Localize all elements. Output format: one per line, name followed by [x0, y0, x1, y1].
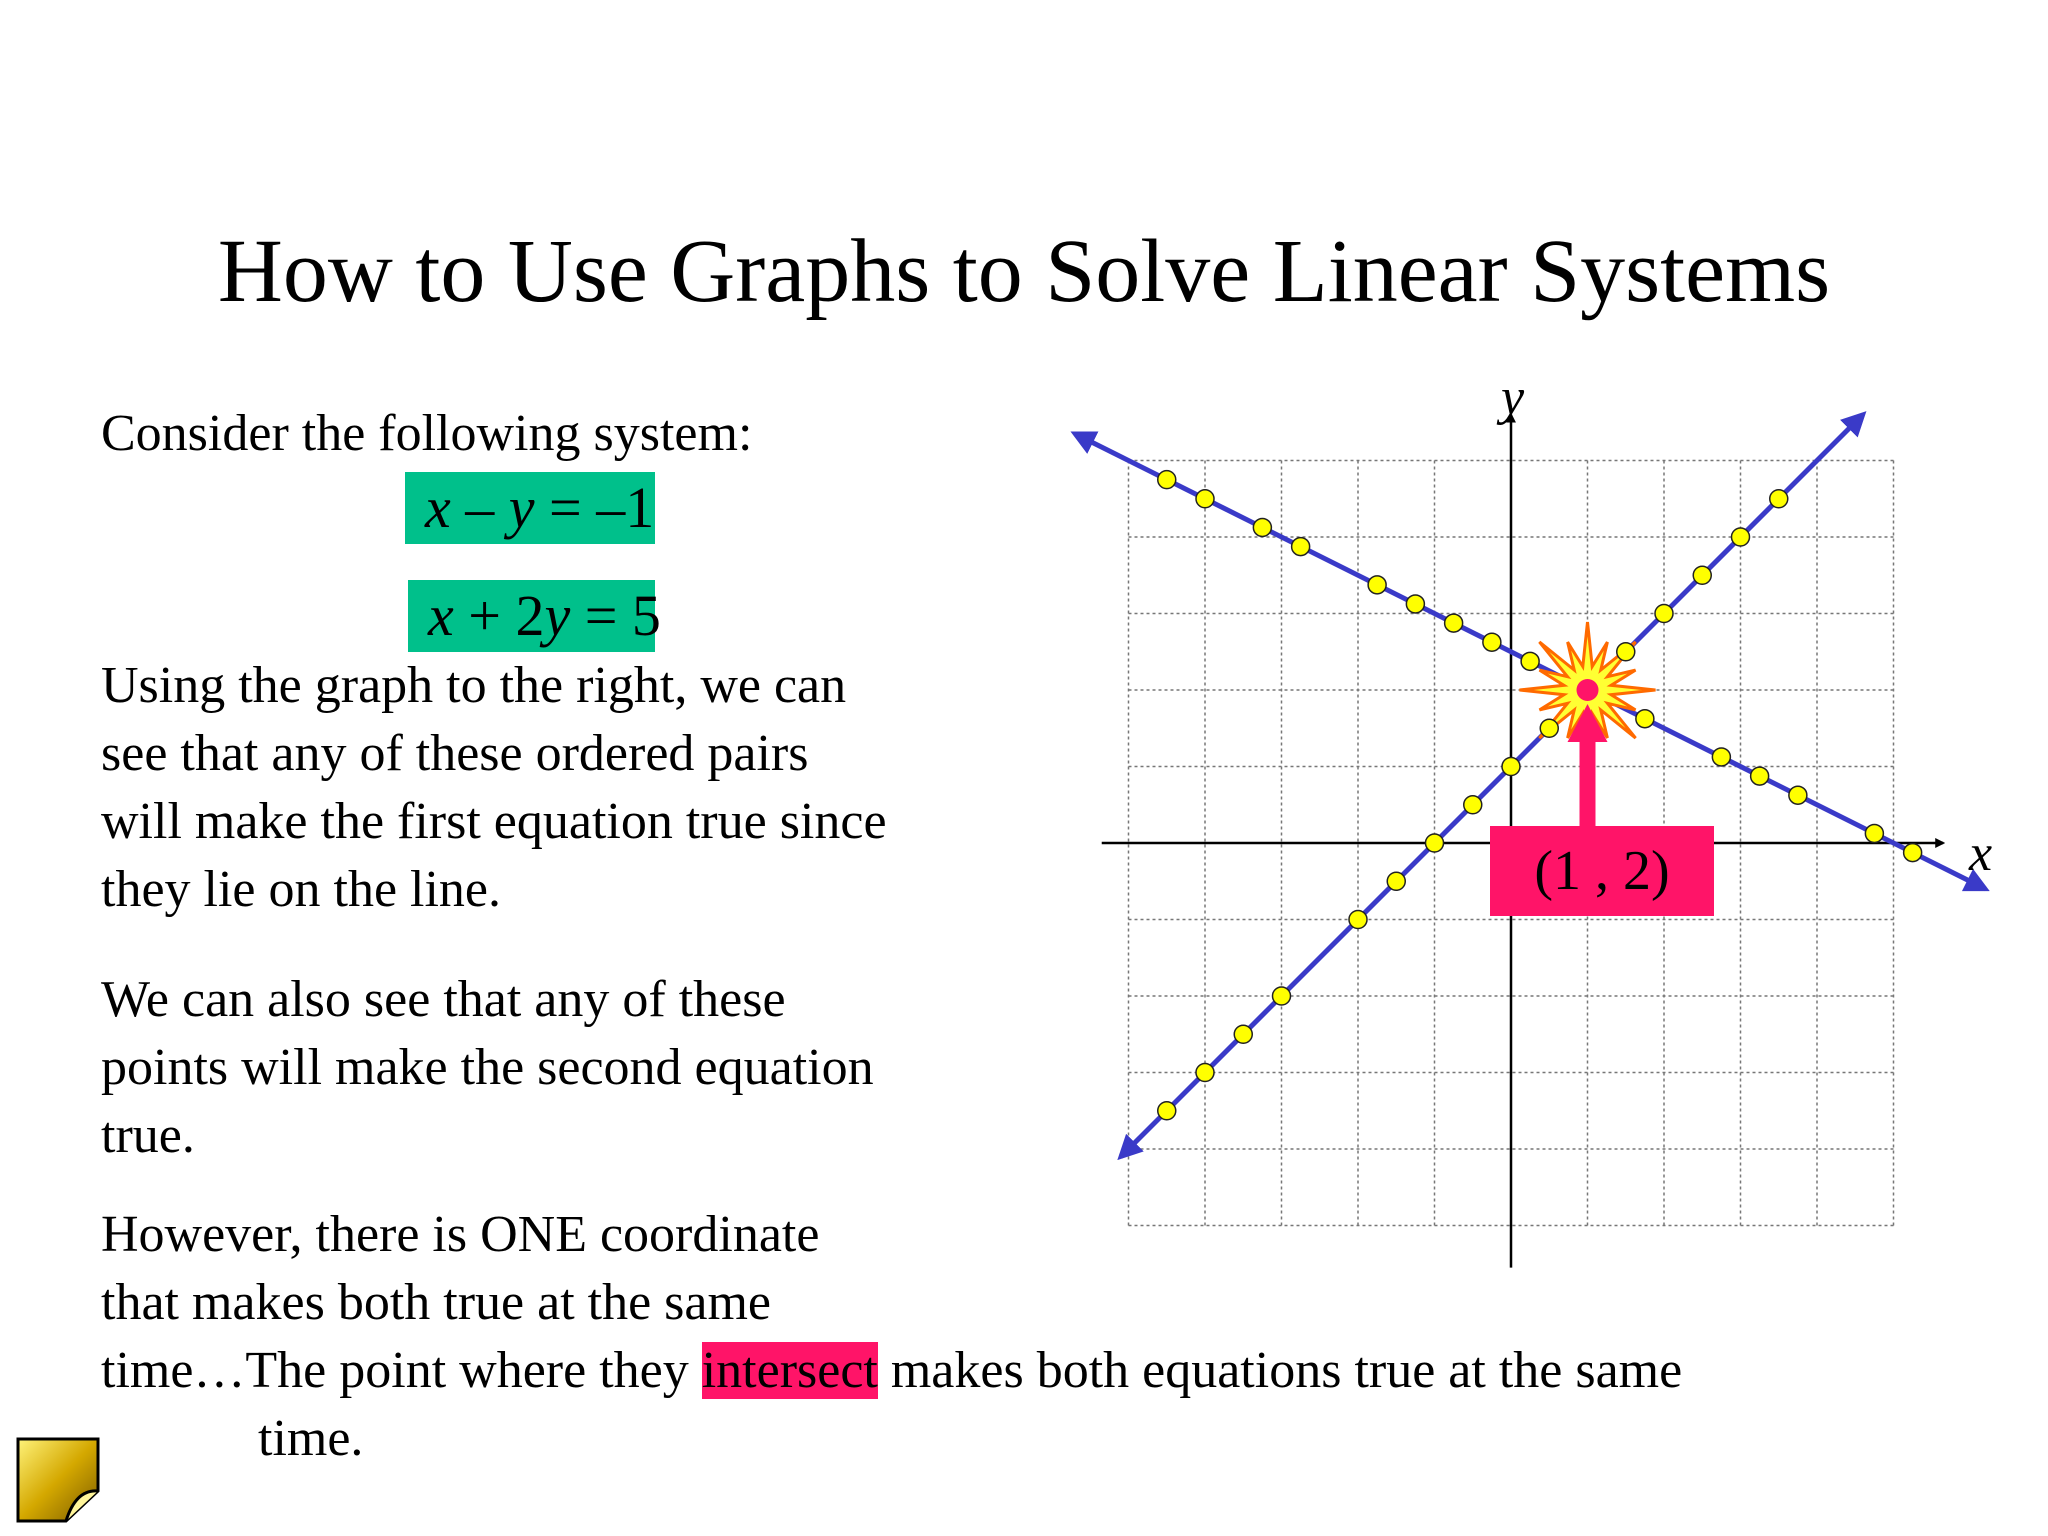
- text-line: points will make the second equation: [101, 1039, 874, 1096]
- intersect-highlight: intersect: [701, 1342, 878, 1399]
- line-1-point: [1655, 605, 1673, 623]
- text-line: they lie on the line.: [101, 861, 502, 918]
- line-1-point: [1273, 987, 1291, 1005]
- line-2-point: [1865, 824, 1883, 842]
- line-1-point: [1464, 796, 1482, 814]
- line-2-point: [1712, 748, 1730, 766]
- sticky-note-icon[interactable]: [16, 1437, 101, 1523]
- eq2-rhs: = 5: [570, 583, 661, 648]
- line-2-point: [1751, 767, 1769, 785]
- y-axis-label: y: [1501, 369, 1525, 426]
- line-2-point: [1368, 576, 1386, 594]
- line-1-point: [1234, 1025, 1252, 1043]
- text-line: will make the first equation true since: [101, 793, 887, 850]
- text-line: see that any of these ordered pairs: [101, 725, 809, 782]
- line-2-point: [1636, 710, 1654, 728]
- line-2-point: [1406, 595, 1424, 613]
- sentence-tail: time.: [258, 1410, 364, 1467]
- eq1-op: –: [450, 475, 509, 540]
- line-1: [1121, 415, 1863, 1157]
- line-1-point: [1158, 1102, 1176, 1120]
- lines: [1075, 415, 1985, 1157]
- line-1-point: [1502, 758, 1520, 776]
- points: [1158, 471, 1922, 1120]
- line-1-point: [1540, 719, 1558, 737]
- line-1-point: [1387, 872, 1405, 890]
- line-2-point: [1292, 538, 1310, 556]
- text-segment: time…The point where they: [101, 1342, 702, 1399]
- text-line: We can also see that any of these: [101, 971, 786, 1028]
- line-2-point: [1483, 633, 1501, 651]
- eq1-x: x: [425, 475, 451, 540]
- line-2-point: [1445, 614, 1463, 632]
- line-2-point: [1253, 518, 1271, 536]
- line-1-point: [1617, 643, 1635, 661]
- text-segment: makes both equations true at the same: [877, 1342, 1683, 1399]
- line-2-point: [1196, 490, 1214, 508]
- line-2-point: [1904, 844, 1922, 862]
- eq1-rhs: = –1: [534, 475, 655, 540]
- eq2-op: + 2: [453, 583, 545, 648]
- pointer-arrow-shaft: [1580, 738, 1596, 826]
- line-1-point: [1693, 566, 1711, 584]
- intersection-point: [1577, 679, 1599, 701]
- intersection-label: (1 , 2): [1490, 826, 1714, 916]
- line-1-point: [1770, 490, 1788, 508]
- line-1-point: [1732, 528, 1750, 546]
- line-2-point: [1789, 786, 1807, 804]
- eq2-x: x: [428, 583, 454, 648]
- line-1-point: [1426, 834, 1444, 852]
- x-axis-label: x: [1969, 825, 1993, 882]
- text-line: true.: [101, 1107, 195, 1164]
- text-line: Using the graph to the right, we can: [101, 657, 847, 714]
- text-line: that makes both true at the same: [101, 1274, 772, 1331]
- intro-text: Consider the following system:: [101, 405, 753, 462]
- slide-title: How to Use Graphs to Solve Linear Systems: [217, 222, 1831, 321]
- line-2-point: [1521, 652, 1539, 670]
- text-line: However, there is ONE coordinate: [101, 1206, 820, 1263]
- eq1-y: y: [508, 475, 535, 540]
- line-1-point: [1349, 911, 1367, 929]
- eq2-y: y: [544, 583, 571, 648]
- line-2-point: [1158, 471, 1176, 489]
- line-1-point: [1196, 1064, 1214, 1082]
